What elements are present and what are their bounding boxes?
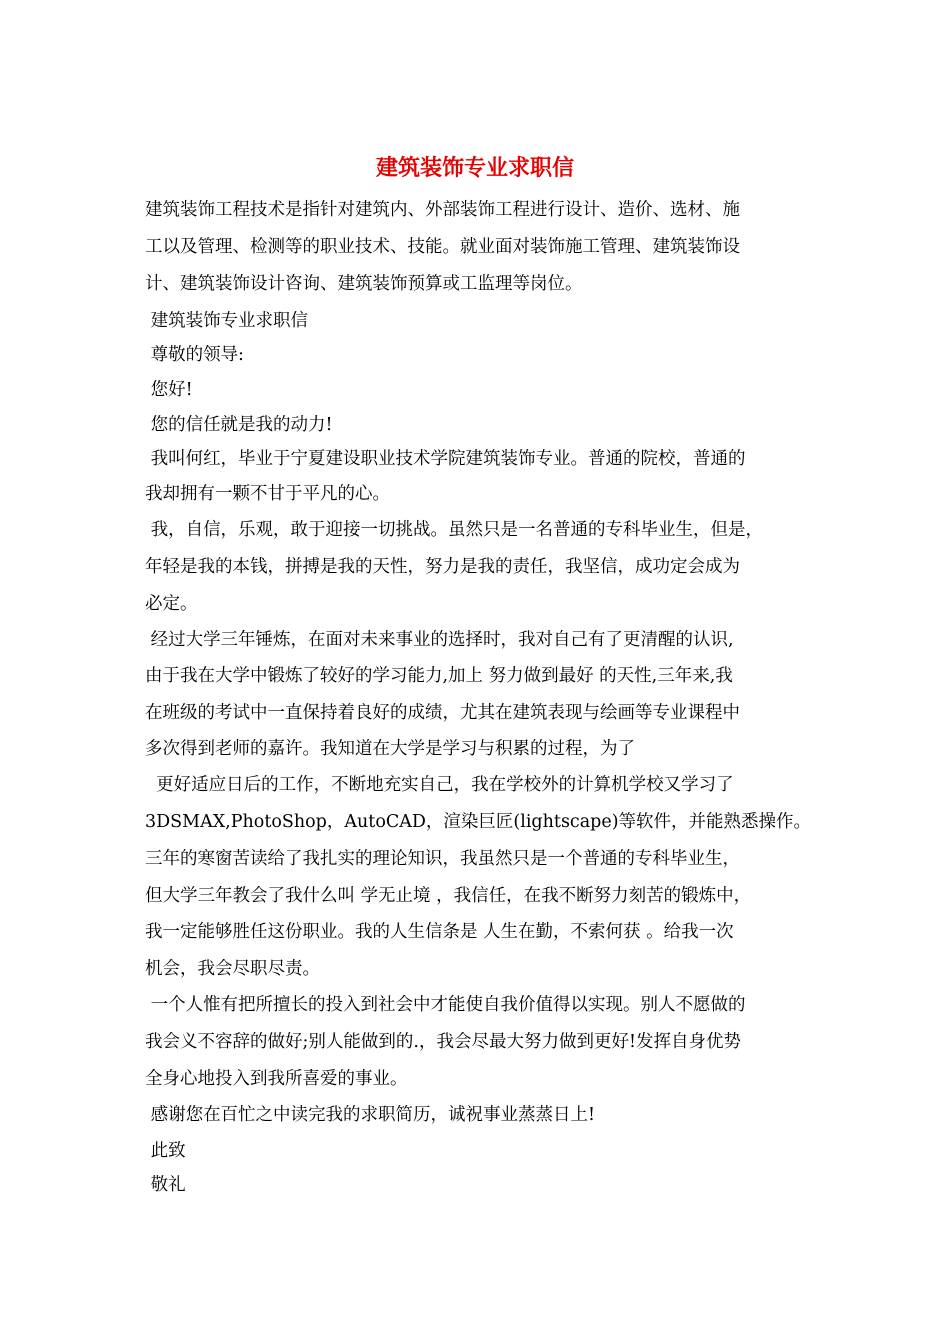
- salutation: 尊敬的领导:: [145, 345, 244, 365]
- body-line: 多次得到老师的嘉许。我知道在大学是学习与积累的过程，为了: [145, 739, 635, 759]
- body-line: 您的信任就是我的动力!: [145, 415, 333, 435]
- body-line: 建筑装饰工程技术是指针对建筑内、外部装饰工程进行设计、造价、选材、施: [145, 200, 740, 220]
- body-line: 我，自信，乐观，敢于迎接一切挑战。虽然只是一名普通的专科毕业生，但是，: [145, 520, 764, 540]
- body-line: 我一定能够胜任这份职业。我的人生信条是 人生在勤，不索何获 。给我一次: [145, 922, 734, 942]
- body-line: 机会，我会尽职尽责。: [145, 959, 320, 979]
- body-line: 工以及管理、检测等的职业技术、技能。就业面对装饰施工管理、建筑装饰设: [145, 237, 740, 257]
- body-line: 由于我在大学中锻炼了较好的学习能力,加上 努力做到最好 的天性,三年来,我: [145, 666, 733, 686]
- body-line: 我却拥有一颗不甘于平凡的心。: [145, 484, 390, 504]
- body-line: 3DSMAX,PhotoShop，AutoCAD，渲染巨匠(lightscape)等软件，并能熟悉操作。: [145, 812, 812, 832]
- body-line: 我会义不容辞的做好;别人能做到的.，我会尽最大努力做到更好!发挥自身优势: [145, 1032, 741, 1052]
- document-title: 建筑装饰专业求职信: [375, 155, 574, 181]
- body-line: 三年的寒窗苦读给了我扎实的理论知识，我虽然只是一个普通的专科毕业生，: [145, 849, 740, 869]
- body-line: 年轻是我的本钱，拼搏是我的天性，努力是我的责任，我坚信，成功定会成为: [145, 557, 740, 577]
- body-line: 我叫何红，毕业于宁夏建设职业技术学院建筑装饰专业。普通的院校，普通的: [145, 449, 746, 469]
- body-line: 更好适应日后的工作，不断地充实自己，我在学校外的计算机学校又学习了: [145, 775, 734, 795]
- body-line: 但大学三年教会了我什么叫 学无止境 ，我信任，在我不断努力刻苦的锻炼中，: [145, 886, 752, 906]
- closing-cizhi: 此致: [145, 1141, 186, 1161]
- body-line: 建筑装饰专业求职信: [145, 311, 309, 331]
- closing-thanks: 感谢您在百忙之中读完我的求职简历，诚祝事业蒸蒸日上!: [145, 1105, 596, 1125]
- body-line: 在班级的考试中一直保持着良好的成绩，尤其在建筑表现与绘画等专业课程中: [145, 703, 740, 723]
- body-line: 全身心地投入到我所喜爱的事业。: [145, 1069, 408, 1089]
- body-line: 必定。: [145, 594, 198, 614]
- body-line: 计、建筑装饰设计咨询、建筑装饰预算或工监理等岗位。: [145, 274, 583, 294]
- closing-jingli: 敬礼: [145, 1175, 186, 1195]
- greeting: 您好!: [145, 380, 193, 400]
- body-line: 经过大学三年锤炼，在面对未来事业的选择时，我对自己有了更清醒的认识,: [145, 630, 734, 650]
- body-line: 一个人惟有把所擅长的投入到社会中才能使自我价值得以实现。别人不愿做的: [145, 995, 746, 1015]
